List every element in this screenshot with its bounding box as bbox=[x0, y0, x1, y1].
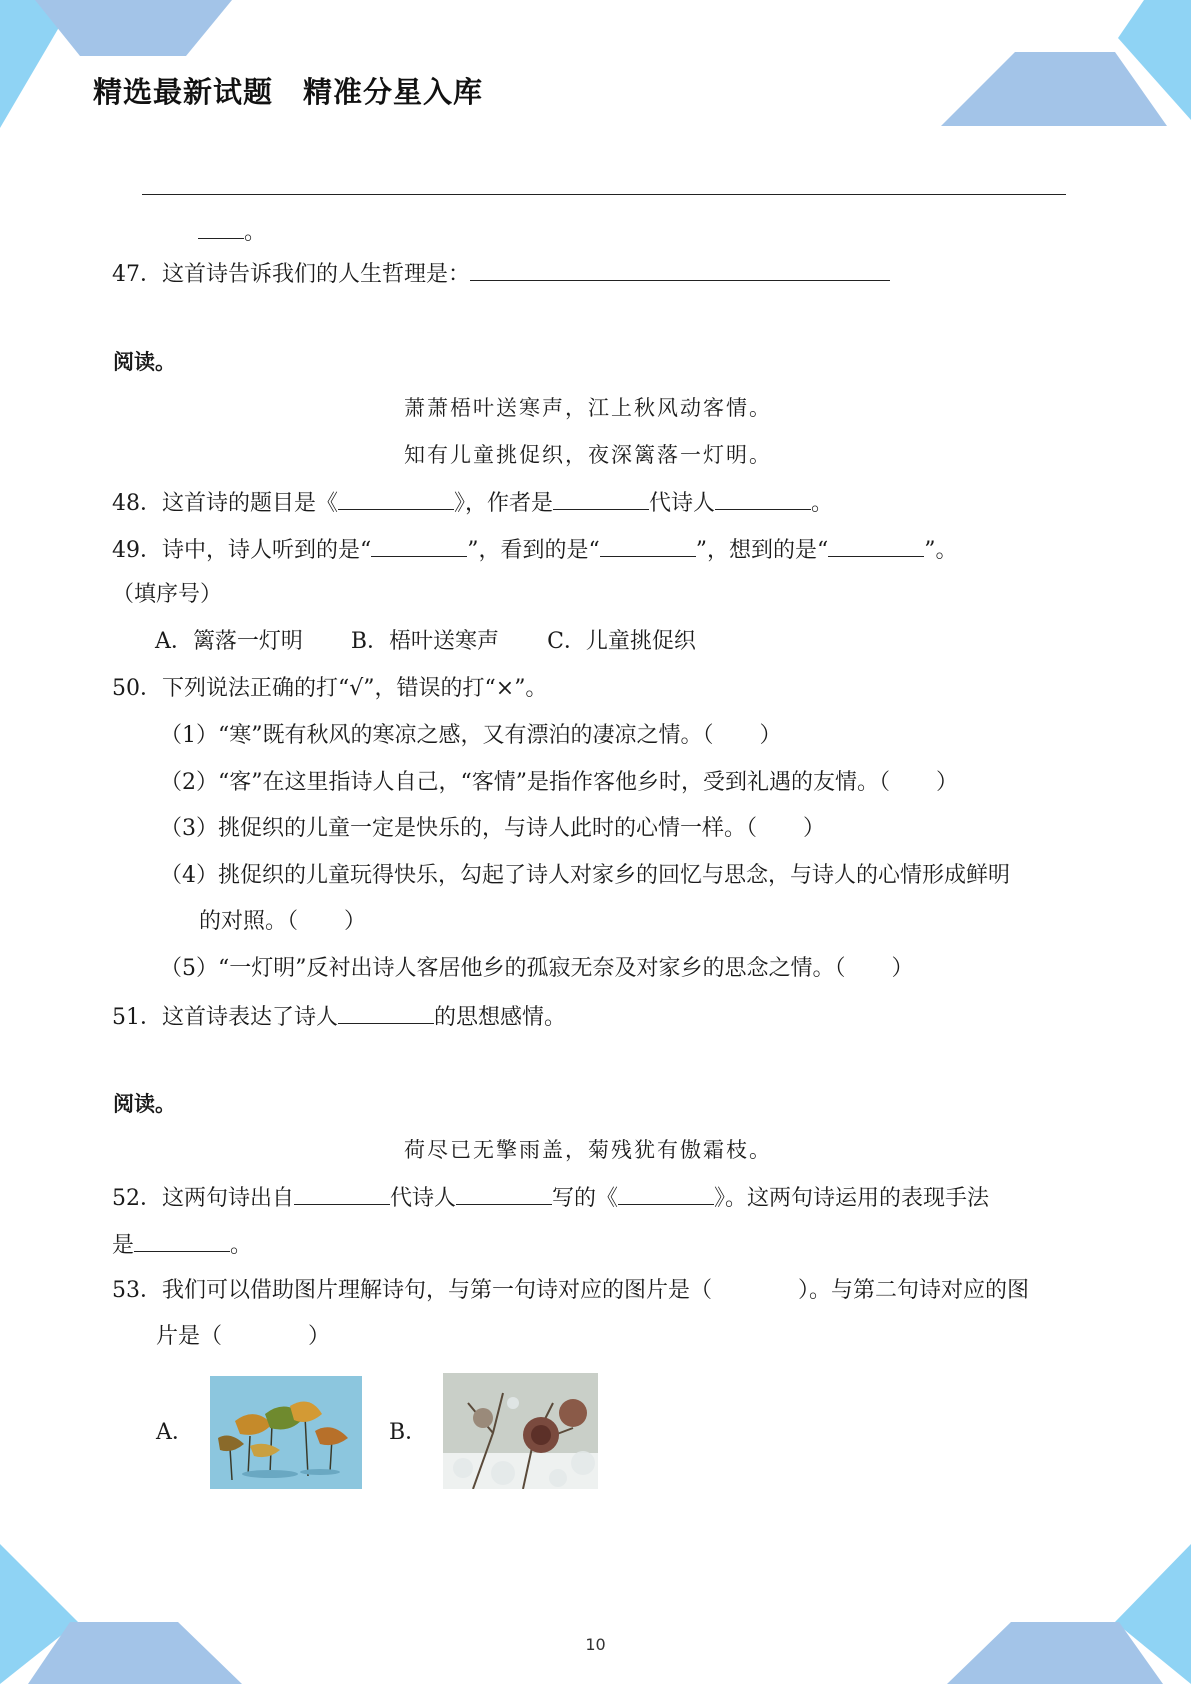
answer-blank bbox=[553, 487, 649, 510]
withered-lotus-image bbox=[210, 1376, 362, 1489]
poem-line: 荷尽已无擎雨盖，菊残犹有傲霜枝。 bbox=[404, 1138, 772, 1162]
page-number: 10 bbox=[585, 1635, 606, 1654]
answer-blank bbox=[198, 216, 244, 239]
corner-decoration-bottom-left bbox=[0, 1544, 260, 1684]
q50-item-4: （4）挑促织的儿童玩得快乐，勾起了诗人对家乡的回忆与思念，与诗人的心情形成鲜明 bbox=[160, 863, 1010, 888]
section-title: 阅读。 bbox=[113, 1092, 176, 1116]
image-b-label: B． bbox=[389, 1420, 428, 1445]
answer-blank bbox=[828, 534, 924, 557]
answer-blank bbox=[338, 1001, 434, 1024]
question-49: 49．诗中，诗人听到的是“ ”，看到的是“ ”，想到的是“ ”。 bbox=[112, 534, 958, 566]
answer-blank bbox=[600, 534, 696, 557]
answer-blank bbox=[371, 534, 467, 557]
option-b: B．梧叶送寒声 bbox=[350, 629, 500, 654]
question-53: 53．我们可以借助图片理解诗句，与第一句诗对应的图片是（ ）。与第二句诗对应的图 bbox=[112, 1278, 1030, 1303]
q50-item-4-cont: 的对照。（ ） bbox=[199, 909, 367, 934]
corner-decoration-top-left bbox=[0, 0, 240, 135]
option-c: C．儿童挑促织 bbox=[547, 629, 696, 654]
section-title: 阅读。 bbox=[113, 350, 176, 374]
q50-item-2: （2）“客”在这里指诗人自己，“客情”是指作客他乡时，受到礼遇的友情。（ ） bbox=[160, 770, 959, 795]
corner-decoration-bottom-right bbox=[931, 1544, 1191, 1684]
q49-options bbox=[155, 627, 696, 657]
question-51: 51．这首诗表达了诗人 的思想感情。 bbox=[112, 1001, 566, 1033]
answer-line bbox=[142, 194, 1066, 195]
answer-blank bbox=[456, 1182, 552, 1205]
q50-item-1: （1）“寒”既有秋风的寒凉之感，又有漂泊的凄凉之情。（ ） bbox=[160, 723, 782, 748]
answer-blank bbox=[470, 258, 890, 281]
header-title: 精选最新试题 精准分星入库 bbox=[93, 75, 484, 109]
question-49-note: （填序号） bbox=[112, 582, 223, 607]
q50-item-3: （3）挑促织的儿童一定是快乐的，与诗人此时的心情一样。（ ） bbox=[160, 816, 826, 841]
answer-blank bbox=[338, 487, 454, 510]
answer-blank bbox=[618, 1182, 714, 1205]
answer-blank bbox=[294, 1182, 390, 1205]
question-52-cont: 是 。 bbox=[112, 1229, 252, 1261]
poem-line: 知有儿童挑促织，夜深篱落一灯明。 bbox=[404, 443, 772, 467]
answer-blank bbox=[715, 487, 811, 510]
question-48: 48．这首诗的题目是《 》，作者是 代诗人 。 bbox=[112, 487, 833, 519]
q50-item-5: （5）“一灯明”反衬出诗人客居他乡的孤寂无奈及对家乡的思念之情。（ ） bbox=[160, 956, 914, 981]
corner-decoration-top-right bbox=[931, 0, 1191, 135]
poem-line: 萧萧梧叶送寒声，江上秋风动客情。 bbox=[404, 396, 772, 420]
question-50: 50．下列说法正确的打“√”，错误的打“×”。 bbox=[112, 676, 548, 701]
option-a: A．篱落一灯明 bbox=[155, 629, 303, 654]
image-a-label: A． bbox=[156, 1420, 194, 1445]
frosted-chrysanthemum-image bbox=[443, 1373, 598, 1489]
answer-blank bbox=[134, 1229, 230, 1252]
question-52: 52．这两句诗出自 代诗人 写的《 》。这两句诗运用的表现手法 bbox=[112, 1182, 989, 1214]
question-47: 47．这首诗告诉我们的人生哲理是： bbox=[112, 258, 890, 290]
q46-end: 。 bbox=[198, 216, 266, 248]
question-53-cont: 片是（ ） bbox=[156, 1324, 331, 1349]
